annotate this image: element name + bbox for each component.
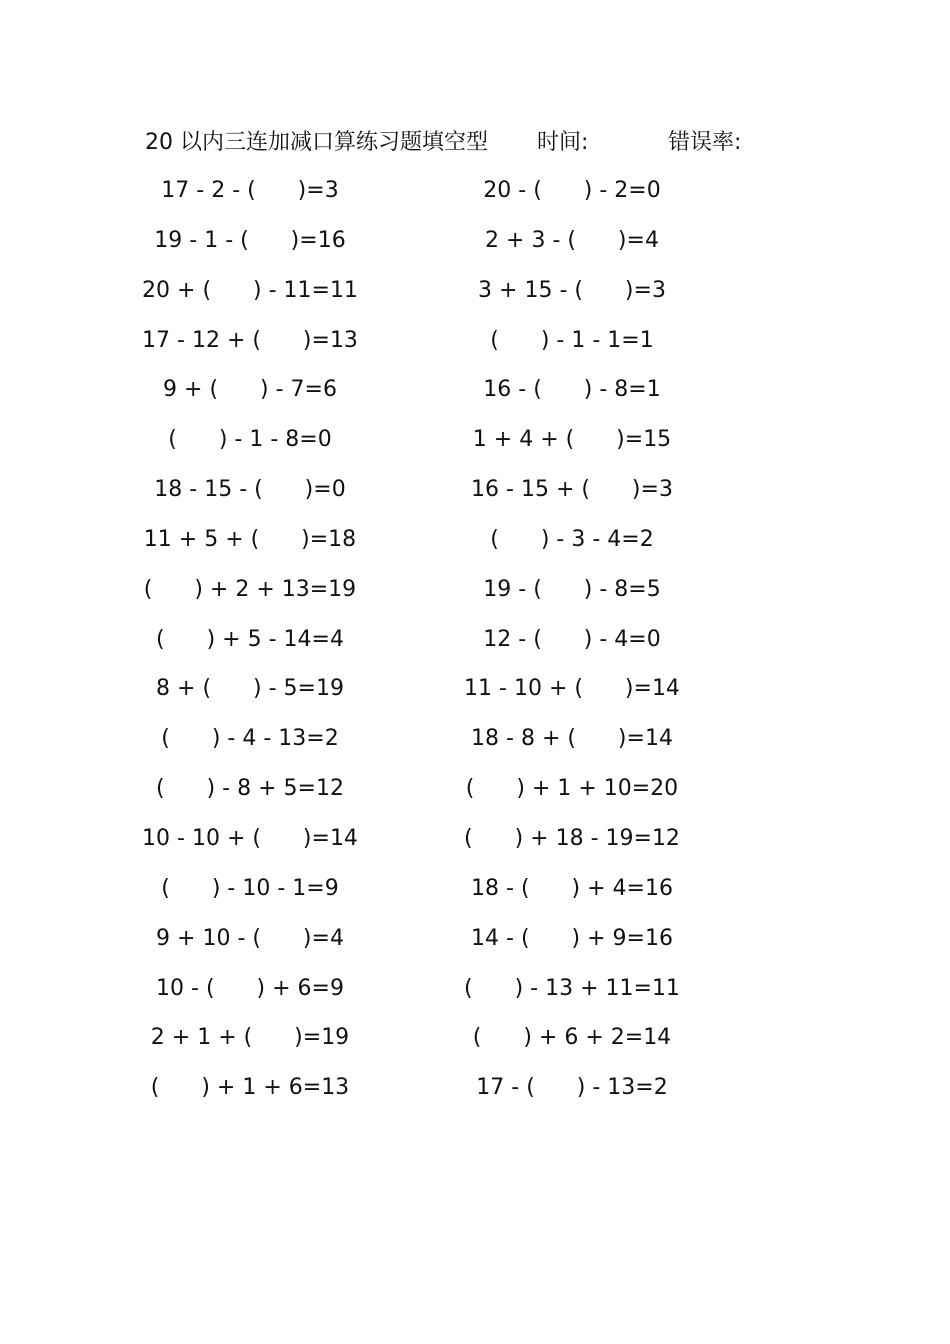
problem-left-2: 19 - 1 - ( )=16 xyxy=(154,227,346,253)
worksheet-header xyxy=(145,126,785,160)
problem-right-4: ( ) - 1 - 1=1 xyxy=(490,327,654,353)
problem-right-3: 3 + 15 - ( )=3 xyxy=(478,277,666,303)
problem-left-15: ( ) - 10 - 1=9 xyxy=(161,875,339,901)
problem-column-left xyxy=(100,166,400,1113)
problem-right-7: 16 - 15 + ( )=3 xyxy=(471,477,673,503)
problem-left-18: 2 + 1 + ( )=19 xyxy=(150,1025,350,1051)
problem-right-1: 20 - ( ) - 2=0 xyxy=(483,178,661,203)
problem-right-14: ( ) + 18 - 19=12 xyxy=(464,825,680,851)
problem-left-6: ( ) - 1 - 8=0 xyxy=(168,427,332,453)
problem-right-15: 18 - ( ) + 4=16 xyxy=(471,875,673,901)
problem-right-10: 12 - ( ) - 4=0 xyxy=(483,626,661,652)
problem-right-6: 1 + 4 + ( )=15 xyxy=(472,427,672,453)
problem-right-18: ( ) + 6 + 2=14 xyxy=(472,1025,672,1051)
problem-left-8: 11 + 5 + ( )=18 xyxy=(143,526,357,552)
problem-right-17: ( ) - 13 + 11=11 xyxy=(464,975,680,1001)
problem-left-7: 18 - 15 - ( )=0 xyxy=(154,477,346,503)
problem-right-9: 19 - ( ) - 8=5 xyxy=(483,576,661,602)
problem-left-13: ( ) - 8 + 5=12 xyxy=(156,776,344,802)
problem-left-4: 17 - 12 + ( )=13 xyxy=(142,327,358,353)
problem-column-right xyxy=(422,166,722,1113)
problem-right-2: 2 + 3 - ( )=4 xyxy=(485,227,659,253)
problem-left-19: ( ) + 1 + 6=13 xyxy=(150,1075,350,1101)
problem-left-16: 9 + 10 - ( )=4 xyxy=(156,925,344,951)
problem-left-12: ( ) - 4 - 13=2 xyxy=(161,726,339,752)
problem-right-13: ( ) + 1 + 10=20 xyxy=(465,776,679,802)
worksheet-title: 20 以内三连加减口算练习题填空型 xyxy=(145,130,488,155)
problem-right-5: 16 - ( ) - 8=1 xyxy=(483,377,661,403)
problem-left-14: 10 - 10 + ( )=14 xyxy=(142,825,358,851)
error-rate-label: 错误率: xyxy=(668,130,742,155)
problem-right-19: 17 - ( ) - 13=2 xyxy=(476,1075,668,1101)
problem-left-1: 17 - 2 - ( )=3 xyxy=(161,178,339,203)
problem-left-3: 20 + ( ) - 11=11 xyxy=(142,277,358,303)
problem-left-11: 8 + ( ) - 5=19 xyxy=(156,676,344,702)
problem-left-5: 9 + ( ) - 7=6 xyxy=(163,377,337,403)
problem-right-12: 18 - 8 + ( )=14 xyxy=(471,726,673,752)
problem-right-16: 14 - ( ) + 9=16 xyxy=(471,925,673,951)
problem-left-9: ( ) + 2 + 13=19 xyxy=(143,576,357,602)
problem-left-10: ( ) + 5 - 14=4 xyxy=(156,626,344,652)
problem-left-17: 10 - ( ) + 6=9 xyxy=(156,975,344,1001)
problem-right-11: 11 - 10 + ( )=14 xyxy=(464,676,680,702)
problem-right-8: ( ) - 3 - 4=2 xyxy=(490,526,654,552)
time-label: 时间: xyxy=(537,130,589,155)
